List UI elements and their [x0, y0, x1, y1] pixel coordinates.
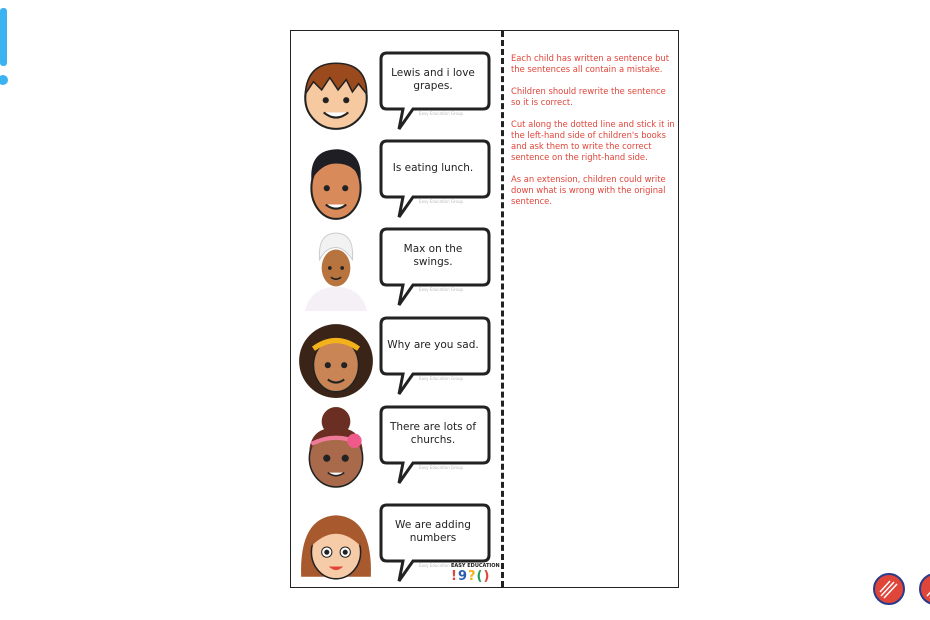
man-face-icon [295, 141, 377, 223]
child-row-4 [291, 314, 496, 399]
girl-long-hair-face-icon [295, 505, 377, 587]
mistake-sentence: We are adding numbers [395, 519, 471, 544]
pen-icon[interactable] [872, 572, 906, 606]
girl-curly-hair-face-icon [295, 318, 377, 400]
child-row-5 [291, 403, 496, 488]
child-row-2 [291, 137, 496, 222]
worksheet-page [290, 30, 679, 588]
cut-dotted-line [501, 31, 504, 587]
bubble-watermark: Easy Education Group [419, 111, 464, 116]
logo-brand-text: EASY EDUCATION [451, 563, 500, 569]
instruction-paragraph: Each child has written a sentence but the sentences all contain a mistake. [511, 53, 670, 74]
child-row-3 [291, 225, 496, 310]
mistake-sentence: Max on the swings. [403, 243, 463, 268]
pen-icon[interactable] [918, 572, 930, 606]
easy-education-logo [451, 563, 499, 585]
child-row-1 [291, 49, 496, 134]
bubble-watermark: Easy Education Group [419, 287, 464, 292]
exclamation-mark-icon [0, 8, 10, 88]
mistake-sentence: Is eating lunch. [392, 161, 474, 174]
man-turban-face-icon [295, 229, 377, 311]
logo-glyphs: !9?() [451, 569, 491, 584]
bubble-watermark: Easy Education Group [419, 563, 464, 568]
mistake-sentence: Why are you sad. [387, 338, 479, 351]
boy-face-icon [295, 53, 377, 135]
bubble-watermark: Easy Education Group [419, 376, 464, 381]
bubble-watermark: Easy Education Group [419, 199, 464, 204]
bubble-watermark: Easy Education Group [419, 465, 464, 470]
mistake-sentence: There are lots of churchs. [389, 421, 477, 446]
girl-hair-bun-face-icon [295, 407, 377, 489]
teacher-instructions [511, 53, 675, 218]
instruction-paragraph: As an extension, children could write down what is wrong with the original sentence. [511, 174, 666, 206]
instruction-paragraph: Cut along the dotted line and stick it in the left-hand side of children's books and ask them to write the correct sentence on the right-hand side. [511, 119, 675, 162]
mistake-sentence: Lewis and i love grapes. [391, 67, 475, 92]
instruction-paragraph: Children should rewrite the sentence so it is correct. [511, 86, 666, 107]
